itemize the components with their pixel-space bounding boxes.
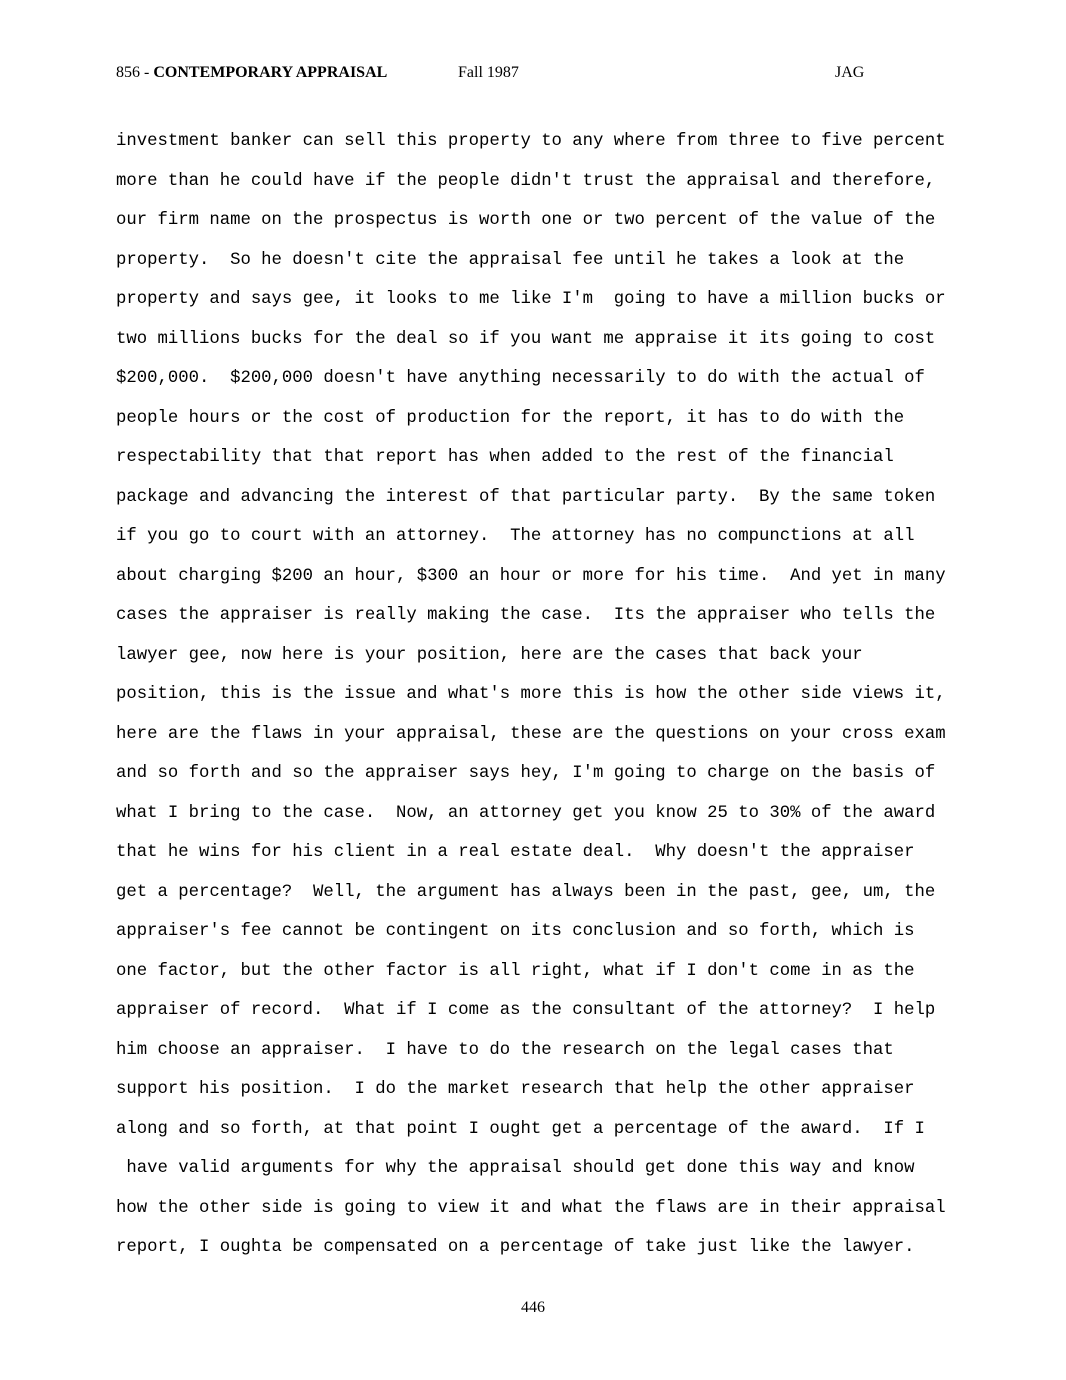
text-line: respectability that that report has when added to the rest of the financial [116,448,894,467]
transcript-body [116,122,976,1268]
header-course-title [116,62,387,84]
text-line: support his position. I do the market research that help the other appraiser [116,1080,915,1099]
text-line: get a percentage? Well, the argument has always been in the past, gee, um, the [116,882,936,902]
text-line: one factor, but the other factor is all right, what if I don't come in as the [116,961,915,981]
text-line: lawyer gee, now here is your position, here are the cases that back your [116,645,863,665]
text-line: investment banker can sell this property to any where from three to five percent [116,132,946,151]
header-section-title: CONTEMPORARY APPRAISAL [153,64,388,81]
text-line: along and so forth, at that point I ought get a percentage of the award. If I [116,1119,925,1139]
text-line: cases the appraiser is really making the case. Its the appraiser who tells the [116,606,936,625]
header-initials: JAG [835,64,865,81]
text-line: property and says gee, it looks to me like I'm going to have a million bucks or [116,290,946,309]
text-line: that he wins for his client in a real estate deal. Why doesn't the appraiser [116,843,915,862]
text-line: report, I oughta be compensated on a percentage of take just like the lawyer. [116,1238,915,1257]
text-line: him choose an appraiser. I have to do the research on the legal cases that [116,1040,894,1060]
text-line: what I bring to the case. Now, an attorney get you know 25 to 30% of the award [116,803,936,823]
header-section-number: 856 - [116,64,154,81]
text-line: here are the flaws in your appraisal, these are the questions on your cross exam [116,724,946,744]
text-line: how the other side is going to view it and what the flaws are in their appraisal [116,1198,946,1218]
text-line: $200,000. $200,000 doesn't have anything necessarily to do with the actual of [116,369,925,388]
text-line: package and advancing the interest of that particular party. By the same token [116,487,936,507]
running-header [116,62,956,86]
text-line: appraiser of record. What if I come as the consultant of the attorney? I help [116,1001,936,1020]
text-line: two millions bucks for the deal so if you want me appraise it its going to cost [116,329,936,349]
text-line: have valid arguments for why the appraisal should get done this way and know [116,1159,915,1178]
text-line: property. So he doesn't cite the appraisal fee until he takes a look at the [116,250,905,270]
page-number: 446 [521,1299,545,1316]
text-line: position, this is the issue and what's more this is how the other side views it, [116,685,946,704]
text-line: about charging $200 an hour, $300 an hour or more for his time. And yet in many [116,566,946,586]
text-line: more than he could have if the people didn't trust the appraisal and therefore, [116,171,936,191]
text-line: appraiser's fee cannot be contingent on its conclusion and so forth, which is [116,922,915,941]
header-term: Fall 1987 [458,64,519,81]
text-line: and so forth and so the appraiser says hey, I'm going to charge on the basis of [116,764,936,783]
text-line: our firm name on the prospectus is worth one or two percent of the value of the [116,211,936,230]
text-line: if you go to court with an attorney. The attorney has no compunctions at all [116,527,915,546]
text-line: people hours or the cost of production for the report, it has to do with the [116,408,905,428]
